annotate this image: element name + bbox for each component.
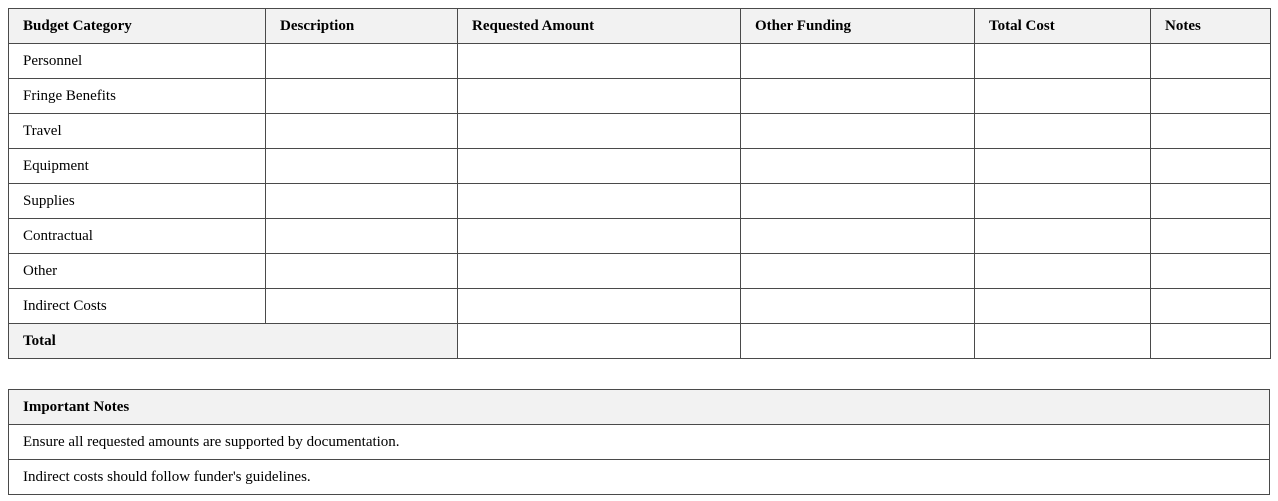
page-content xyxy=(8,8,1270,495)
category-cell: Indirect Costs xyxy=(9,289,266,324)
total-notes-cell xyxy=(1151,324,1271,359)
total-cost-cell xyxy=(975,254,1151,289)
total-cost-cell xyxy=(975,184,1151,219)
description-cell xyxy=(266,254,458,289)
note-text: Indirect costs should follow funder's guidelines. xyxy=(9,460,1270,495)
table-row xyxy=(9,79,1271,114)
budget-table xyxy=(8,8,1271,359)
requested-amount-cell xyxy=(458,149,741,184)
category-cell: Supplies xyxy=(9,184,266,219)
header-other-funding: Other Funding xyxy=(741,9,975,44)
total-requested-amount-cell xyxy=(458,324,741,359)
header-notes: Notes xyxy=(1151,9,1271,44)
other-funding-cell xyxy=(741,289,975,324)
requested-amount-cell xyxy=(458,289,741,324)
total-other-funding-cell xyxy=(741,324,975,359)
total-cost-cell xyxy=(975,44,1151,79)
description-cell xyxy=(266,149,458,184)
description-cell xyxy=(266,184,458,219)
header-total-cost: Total Cost xyxy=(975,9,1151,44)
notes-cell xyxy=(1151,289,1271,324)
notes-cell xyxy=(1151,79,1271,114)
other-funding-cell xyxy=(741,219,975,254)
list-item xyxy=(9,460,1270,495)
notes-cell xyxy=(1151,184,1271,219)
note-text: Ensure all requested amounts are supported by documentation. xyxy=(9,425,1270,460)
total-label: Total xyxy=(9,324,458,359)
requested-amount-cell xyxy=(458,114,741,149)
table-row xyxy=(9,184,1271,219)
notes-cell xyxy=(1151,219,1271,254)
category-cell: Travel xyxy=(9,114,266,149)
description-cell xyxy=(266,114,458,149)
category-cell: Contractual xyxy=(9,219,266,254)
table-row xyxy=(9,219,1271,254)
notes-cell xyxy=(1151,254,1271,289)
header-description: Description xyxy=(266,9,458,44)
requested-amount-cell xyxy=(458,254,741,289)
total-cost-cell xyxy=(975,114,1151,149)
total-total-cost-cell xyxy=(975,324,1151,359)
other-funding-cell xyxy=(741,149,975,184)
total-cost-cell xyxy=(975,149,1151,184)
other-funding-cell xyxy=(741,114,975,149)
requested-amount-cell xyxy=(458,219,741,254)
header-budget-category: Budget Category xyxy=(9,9,266,44)
other-funding-cell xyxy=(741,184,975,219)
description-cell xyxy=(266,79,458,114)
category-cell: Other xyxy=(9,254,266,289)
notes-cell xyxy=(1151,149,1271,184)
important-notes-heading: Important Notes xyxy=(9,390,1270,425)
total-row xyxy=(9,324,1271,359)
total-cost-cell xyxy=(975,289,1151,324)
header-requested-amount: Requested Amount xyxy=(458,9,741,44)
description-cell xyxy=(266,44,458,79)
table-row xyxy=(9,289,1271,324)
table-row xyxy=(9,149,1271,184)
requested-amount-cell xyxy=(458,184,741,219)
other-funding-cell xyxy=(741,44,975,79)
total-cost-cell xyxy=(975,79,1151,114)
important-notes-table xyxy=(8,389,1270,495)
notes-cell xyxy=(1151,44,1271,79)
other-funding-cell xyxy=(741,254,975,289)
category-cell: Fringe Benefits xyxy=(9,79,266,114)
total-cost-cell xyxy=(975,219,1151,254)
description-cell xyxy=(266,289,458,324)
table-row xyxy=(9,44,1271,79)
other-funding-cell xyxy=(741,79,975,114)
category-cell: Equipment xyxy=(9,149,266,184)
requested-amount-cell xyxy=(458,44,741,79)
requested-amount-cell xyxy=(458,79,741,114)
notes-header-row xyxy=(9,390,1270,425)
table-row xyxy=(9,114,1271,149)
table-row xyxy=(9,254,1271,289)
category-cell: Personnel xyxy=(9,44,266,79)
notes-cell xyxy=(1151,114,1271,149)
description-cell xyxy=(266,219,458,254)
budget-table-header-row xyxy=(9,9,1271,44)
list-item xyxy=(9,425,1270,460)
